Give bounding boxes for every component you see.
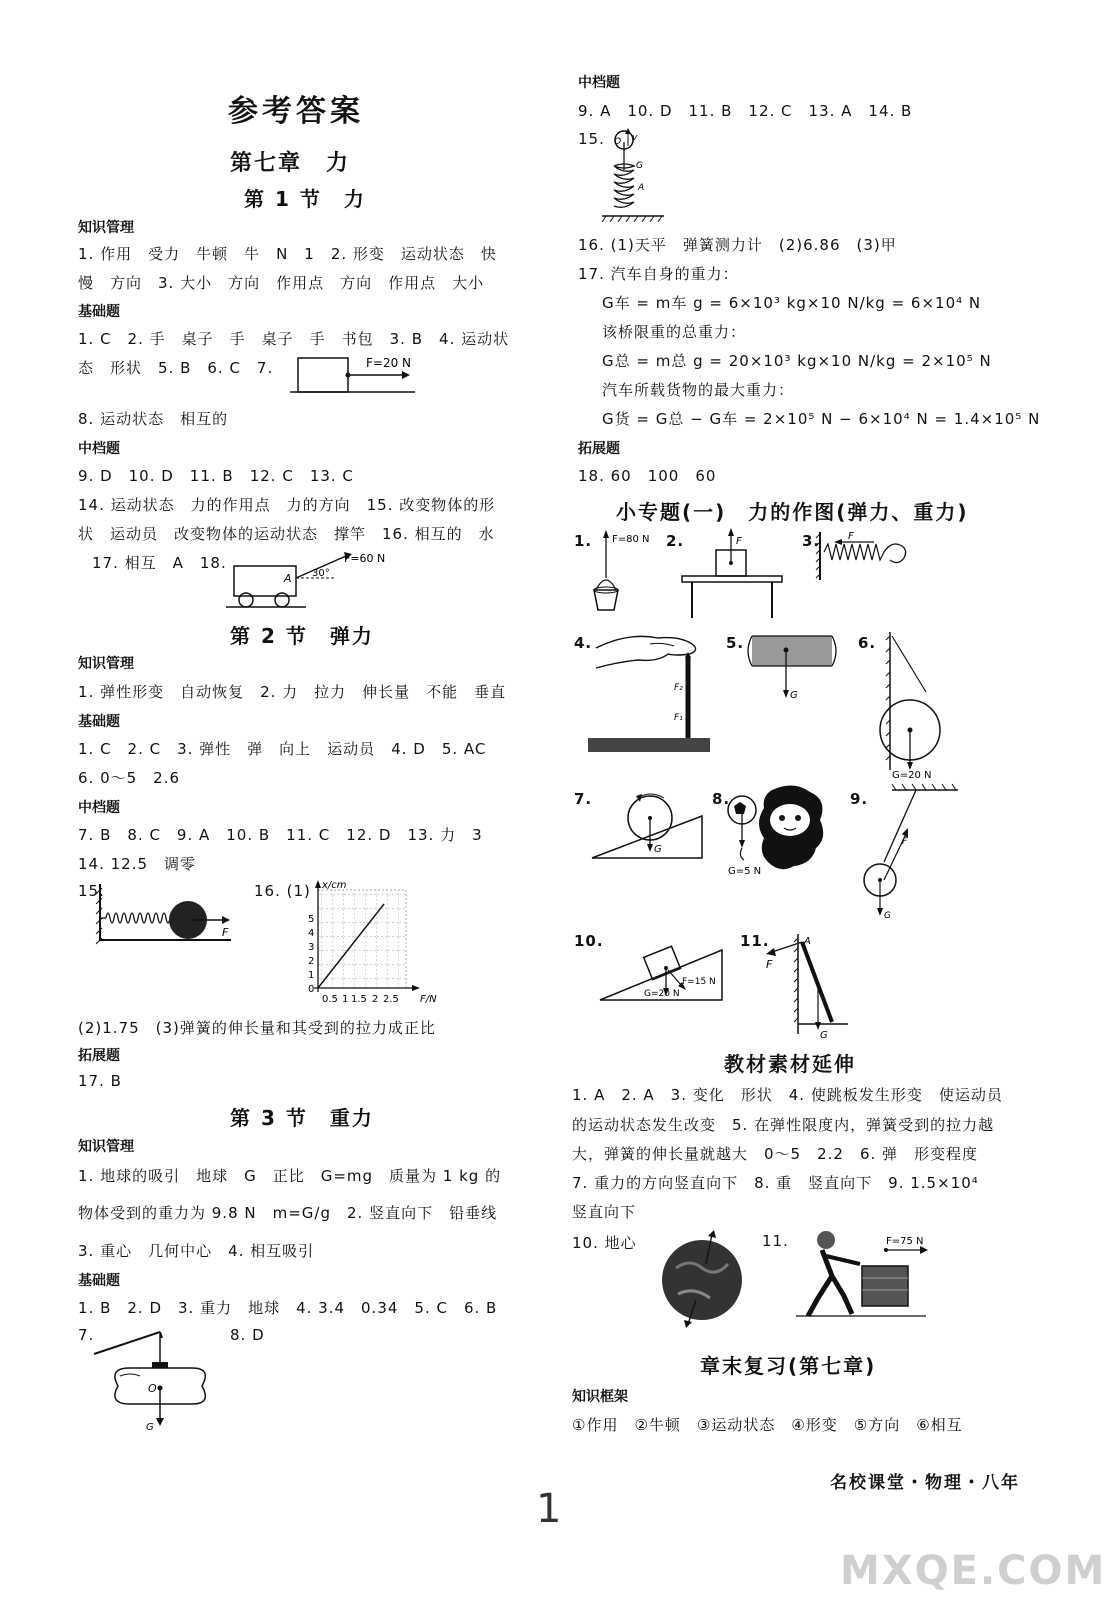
gravity-object-diagram [90, 1326, 240, 1436]
answer-line: 竖直向下 [572, 1203, 637, 1221]
label-extension: 拓展题 [78, 1048, 120, 1064]
force-label: G=20 N [892, 770, 932, 781]
force-label: G [820, 1030, 828, 1041]
point-label: A [284, 572, 292, 585]
answer-line: 6. 0～5 2.6 [78, 769, 181, 787]
answer-line: 1. 弹性形变 自动恢复 2. 力 拉力 伸长量 不能 垂直 [78, 683, 507, 701]
question-number: 11. [762, 1232, 789, 1250]
section-2-title: 第 2 节 弹力 [230, 624, 374, 648]
label-mid: 中档题 [78, 441, 120, 457]
point-label: O [614, 137, 622, 147]
watermark: MXQE.COM [840, 1548, 1106, 1594]
label-basic: 基础题 [78, 1273, 120, 1289]
block-on-table-diagram [680, 526, 790, 622]
extension-force-graph [288, 880, 508, 1005]
force-label: G [654, 844, 662, 855]
answer-line: 8. D [230, 1326, 265, 1344]
ball-on-incline-diagram [588, 782, 708, 862]
velocity-label: v [632, 133, 638, 143]
question-number: 4. [574, 634, 593, 652]
answer-line: 17. 相互 A 18. [92, 554, 227, 572]
cylinder-gravity-diagram [740, 632, 850, 712]
page-title: 参考答案 [228, 94, 364, 129]
answer-line: 18. 60 100 60 [578, 467, 717, 485]
earth-gravity-diagram [656, 1228, 752, 1328]
answer-line: 态 形状 5. B 6. C 7. [78, 359, 274, 377]
question-number: 15. [78, 882, 105, 900]
page-mark: 1 [536, 1486, 562, 1532]
question-number: 3. [802, 532, 821, 550]
question-number: 15. [578, 130, 605, 148]
question-number: 9. [850, 790, 869, 808]
force-label: F [222, 926, 229, 939]
force-label: F [766, 958, 773, 971]
spring-pull-diagram [816, 530, 916, 586]
answer-line: 7. B 8. C 9. A 10. B 11. C 12. D 13. 力 3 [78, 826, 483, 844]
answer-line: 状 运动员 改变物体的运动状态 撑竿 16. 相互的 水 [78, 525, 495, 543]
question-number: 1. [574, 532, 593, 550]
y-tick: 5 [308, 914, 315, 925]
point-label: A [804, 936, 811, 947]
force-label: F [848, 531, 854, 542]
answer-line: 17. B [78, 1072, 122, 1090]
chapter-title: 第七章 力 [230, 151, 351, 176]
force-label: G [790, 690, 798, 701]
y-tick: 1 [308, 970, 315, 981]
block-force-diagram [290, 350, 420, 395]
cart-force-diagram [226, 548, 396, 610]
answer-line: 的运动状态发生改变 5. 在弹性限度内，弹簧受到的拉力越 [572, 1116, 995, 1134]
answer-line: 1. C 2. 手 桌子 手 桌子 手 书包 3. B 4. 运动状 [78, 330, 510, 348]
answer-line: 该桥限重的总重力： [602, 323, 747, 341]
force-label: G [884, 911, 891, 921]
answer-line: 慢 方向 3. 大小 方向 作用点 方向 作用点 大小 [78, 274, 485, 292]
answer-line: 9. D 10. D 11. B 12. C 13. C [78, 467, 354, 485]
spring-ball-vertical-diagram [602, 128, 672, 224]
answer-line: 10. 地心 [572, 1234, 637, 1252]
block-on-slope-diagram [596, 930, 726, 1004]
y-axis-label: x/cm [322, 880, 347, 891]
label-extension: 拓展题 [578, 441, 620, 457]
ladder-wall-diagram [762, 930, 852, 1040]
answer-line: 14. 12.5 调零 [78, 855, 197, 873]
boy-pushing-box-diagram [796, 1226, 936, 1322]
force-label: F=80 N [612, 534, 650, 545]
y-tick: 0 [308, 984, 315, 995]
question-number: 16. (1) [254, 882, 311, 900]
force-label: F₁ [674, 713, 683, 723]
force-label: F₂ [674, 683, 683, 693]
special-topic-title: 小专题(一) 力的作图(弹力、重力) [616, 500, 969, 524]
x-tick: 2 [372, 994, 379, 1005]
force-label: F [736, 536, 742, 547]
point-label: A [638, 183, 645, 193]
answer-line: 1. C 2. C 3. 弹性 弹 向上 运动员 4. D 5. AC [78, 740, 487, 758]
answer-line: 14. 运动状态 力的作用点 力的方向 15. 改变物体的形 [78, 496, 496, 514]
label-knowledge: 知识管理 [78, 1139, 134, 1155]
question-number: 5. [726, 634, 745, 652]
force-label: F [902, 837, 908, 847]
y-tick: 4 [308, 928, 315, 939]
y-tick: 2 [308, 956, 315, 967]
answer-line: 1. A 2. A 3. 变化 形状 4. 使跳板发生形变 使运动员 [572, 1086, 1003, 1104]
label-knowledge: 知识管理 [78, 656, 134, 672]
x-tick: 2.5 [383, 994, 399, 1005]
question-number: 11. [740, 932, 770, 950]
force-label: F=60 N [344, 552, 386, 565]
answer-line: 8. 运动状态 相互的 [78, 410, 229, 428]
label-basic: 基础题 [78, 714, 120, 730]
y-tick: 3 [308, 942, 315, 953]
answer-line: 1. 地球的吸引 地球 G 正比 G=mg 质量为 1 kg 的 [78, 1167, 502, 1185]
question-number: 2. [666, 532, 685, 550]
x-tick: 1 [342, 994, 349, 1005]
angle-label: 30° [312, 568, 330, 579]
force-label: G=5 N [728, 866, 762, 877]
force-label: F=75 N [886, 1236, 924, 1247]
label-basic: 基础题 [78, 304, 120, 320]
answer-line: 1. B 2. D 3. 重力 地球 4. 3.4 0.34 5. C 6. B [78, 1299, 498, 1317]
material-title: 教材素材延伸 [724, 1052, 856, 1076]
ball-against-wall-diagram [872, 630, 962, 780]
force-label: F=15 N [682, 977, 716, 987]
answer-line: 17. 汽车自身的重力： [578, 265, 739, 283]
question-number: 8. [712, 790, 731, 808]
force-label: G [636, 161, 643, 171]
force-label: G=20 N [644, 989, 680, 999]
answer-line: 9. A 10. D 11. B 12. C 13. A 14. B [578, 102, 913, 120]
spring-ball-diagram [96, 882, 236, 950]
formula-line: G总 = m总 g = 20×10³ kg×10 N/kg = 2×10⁵ N [602, 352, 992, 370]
formula-line: G货 = G总 − G车 = 2×10⁵ N − 6×10⁴ N = 1.4×10⁵ N [602, 410, 1041, 428]
answer-line: ①作用 ②牛顿 ③运动状态 ④形变 ⑤方向 ⑥相互 [572, 1416, 963, 1434]
question-number: 7. [78, 1326, 95, 1344]
question-number: 6. [858, 634, 877, 652]
force-label: F=20 N [366, 356, 412, 370]
finger-pencil-diagram [588, 628, 714, 754]
hanging-bucket-diagram [588, 530, 658, 618]
force-label: G [146, 1422, 154, 1433]
answer-line: 16. (1)天平 弹簧测力计 (2)6.86 (3)甲 [578, 236, 897, 254]
answer-line: 大，弹簧的伸长量就越大 0～5 2.2 6. 弹 形变程度 [572, 1145, 979, 1163]
answer-line: 汽车所载货物的最大重力： [602, 381, 795, 399]
label-framework: 知识框架 [572, 1389, 628, 1405]
answer-line: 3. 重心 几何中心 4. 相互吸引 [78, 1242, 315, 1260]
point-label: O [148, 1382, 157, 1395]
section-1-title: 第 1 节 力 [244, 187, 366, 211]
label-knowledge: 知识管理 [78, 220, 134, 236]
x-tick: 0.5 [322, 994, 338, 1005]
x-axis-label: F/N [420, 994, 437, 1005]
answer-line: 1. 作用 受力 牛顿 牛 N 1 2. 形变 运动状态 快 [78, 245, 497, 263]
review-title: 章末复习(第七章) [700, 1354, 877, 1378]
answer-line: 物体受到的重力为 9.8 N m=G/g 2. 竖直向下 铅垂线 [78, 1204, 498, 1222]
question-number: 10. [574, 932, 604, 950]
answer-line: (2)1.75 (3)弹簧的伸长量和其受到的拉力成正比 [78, 1019, 436, 1037]
mascot-ball-diagram [724, 782, 834, 880]
formula-line: G车 = m车 g = 6×10³ kg×10 N/kg = 6×10⁴ N [602, 294, 982, 312]
label-mid: 中档题 [578, 75, 620, 91]
section-3-title: 第 3 节 重力 [230, 1106, 374, 1130]
x-tick: 1.5 [351, 994, 367, 1005]
hanging-ball-diagram [862, 784, 962, 924]
answer-line: 7. 重力的方向竖直向下 8. 重 竖直向下 9. 1.5×10⁴ [572, 1174, 979, 1192]
label-mid: 中档题 [78, 800, 120, 816]
question-number: 7. [574, 790, 593, 808]
footer-book-title: 名校课堂・物理・八年 [830, 1473, 1020, 1493]
